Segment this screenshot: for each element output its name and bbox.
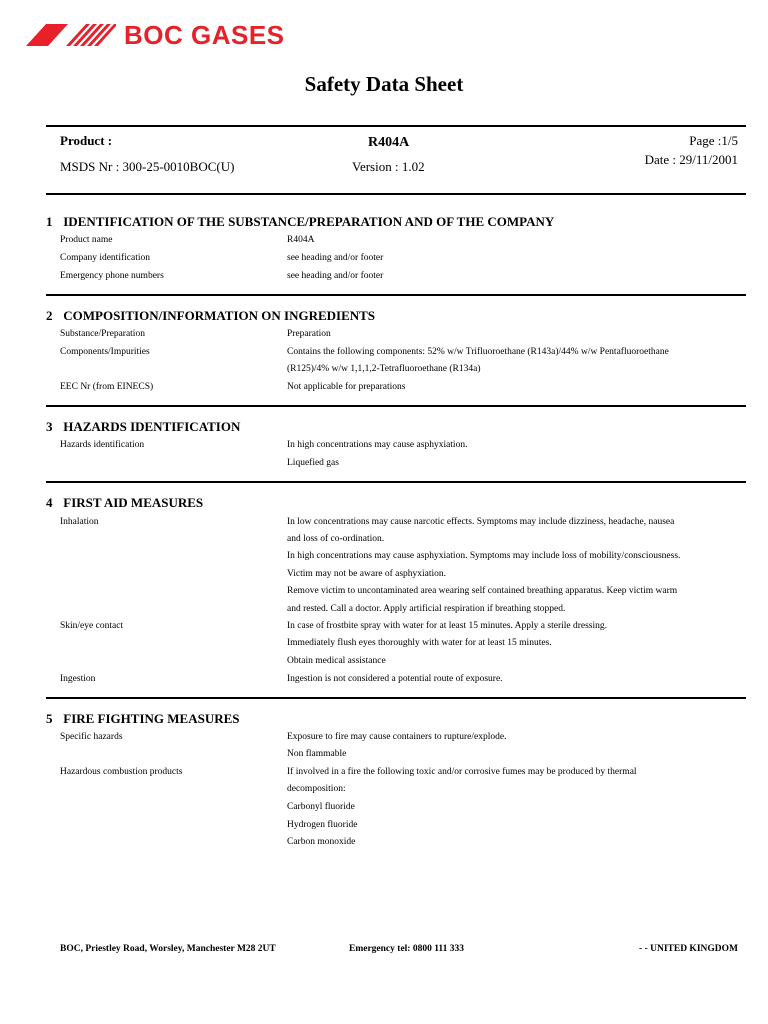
field-value: In high concentrations may cause asphyxiation. Symptoms may include loss of mobility/consciousness.	[287, 551, 681, 561]
field-value: Liquefied gas	[287, 458, 339, 468]
field-value: and loss of co-ordination.	[287, 534, 385, 544]
product-value: R404A	[368, 135, 410, 150]
field-label: Emergency phone numbers	[60, 271, 164, 281]
field-value: Ingestion is not considered a potential route of exposure.	[287, 674, 503, 684]
msds-number: MSDS Nr : 300-25-0010BOC(U)	[60, 159, 235, 174]
field-value: and rested. Call a doctor. Apply artificial respiration if breathing stopped.	[287, 604, 566, 614]
field-label: Hazardous combustion products	[60, 767, 183, 777]
section-title	[46, 308, 375, 324]
section-divider	[46, 481, 746, 483]
date: Date : 29/11/2001	[644, 152, 738, 167]
section-heading: COMPOSITION/INFORMATION ON INGREDIENTS	[63, 308, 376, 323]
field-value: R404A	[287, 235, 315, 245]
field-value: Preparation	[287, 329, 331, 339]
field-label: EEC Nr (from EINECS)	[60, 382, 154, 392]
footer-address: BOC, Priestley Road, Worsley, Manchester M28 2UT	[60, 944, 276, 954]
field-value: Exposure to fire may cause containers to rupture/explode.	[287, 732, 507, 742]
section-number: 3	[46, 419, 53, 434]
brand-name: BOC GASES	[124, 20, 285, 50]
field-value: Remove victim to uncontaminated area wearing self contained breathing apparatus. Keep victim warm	[287, 586, 678, 596]
section-divider	[46, 294, 746, 296]
field-value: In high concentrations may cause asphyxiation.	[287, 440, 468, 450]
field-value: see heading and/or footer	[287, 271, 384, 281]
field-value: decomposition:	[287, 784, 346, 794]
field-value: Carbon monoxide	[287, 837, 356, 847]
header-bottom-rule	[46, 193, 746, 195]
document-title: Safety Data Sheet	[304, 72, 464, 96]
page-number: Page :1/5	[689, 133, 738, 148]
field-value: Hydrogen fluoride	[287, 820, 358, 830]
field-label: Hazards identification	[60, 440, 145, 450]
field-value: Not applicable for preparations	[287, 382, 406, 392]
footer-emergency: Emergency tel: 0800 111 333	[349, 944, 465, 954]
field-value: Immediately flush eyes thoroughly with water for at least 15 minutes.	[287, 638, 552, 648]
section-divider	[46, 405, 746, 407]
section-title	[46, 214, 554, 230]
section-title	[46, 419, 240, 435]
section-number: 5	[46, 711, 53, 726]
version: Version : 1.02	[352, 159, 425, 174]
field-value: Carbonyl fluoride	[287, 802, 355, 812]
section-number: 2	[46, 308, 53, 323]
field-label: Skin/eye contact	[60, 621, 124, 631]
field-label: Specific hazards	[60, 732, 123, 742]
section-title	[46, 711, 240, 727]
section-heading: FIRST AID MEASURES	[63, 495, 204, 510]
field-label: Ingestion	[60, 674, 96, 684]
field-value: If involved in a fire the following toxic and/or corrosive fumes may be produced by thermal	[287, 767, 637, 777]
section-heading: IDENTIFICATION OF THE SUBSTANCE/PREPARATION AND OF THE COMPANY	[63, 214, 555, 229]
header-top-rule	[46, 125, 746, 127]
boc-gases-logo	[26, 20, 285, 50]
field-label: Company identification	[60, 253, 150, 263]
field-value: Contains the following components: 52% w/w Trifluoroethane (R143a)/44% w/w Pentafluoroethane	[287, 347, 669, 357]
field-label: Components/Impurities	[60, 347, 150, 357]
field-value: Obtain medical assistance	[287, 656, 386, 666]
field-label: Substance/Preparation	[60, 329, 145, 339]
field-value: (R125)/4% w/w 1,1,1,2-Tetrafluoroethane (R134a)	[287, 364, 481, 374]
field-label: Inhalation	[60, 517, 99, 527]
section-heading: HAZARDS IDENTIFICATION	[63, 419, 241, 434]
boc-stripes-logo-icon	[26, 24, 116, 46]
field-value: In low concentrations may cause narcotic effects. Symptoms may include dizziness, headache, nausea	[287, 517, 675, 527]
footer-country: - - UNITED KINGDOM	[639, 944, 738, 954]
section-number: 4	[46, 495, 53, 510]
product-label: Product :	[60, 133, 113, 148]
section-title	[46, 495, 203, 511]
section-divider	[46, 697, 746, 699]
field-value: see heading and/or footer	[287, 253, 384, 263]
field-value: Victim may not be aware of asphyxiation.	[287, 569, 447, 579]
section-number: 1	[46, 214, 53, 229]
field-value: In case of frostbite spray with water for at least 15 minutes. Apply a sterile dressing.	[287, 621, 608, 631]
section-heading: FIRE FIGHTING MEASURES	[63, 711, 240, 726]
field-value: Non flammable	[287, 749, 347, 759]
field-label: Product name	[60, 235, 113, 245]
